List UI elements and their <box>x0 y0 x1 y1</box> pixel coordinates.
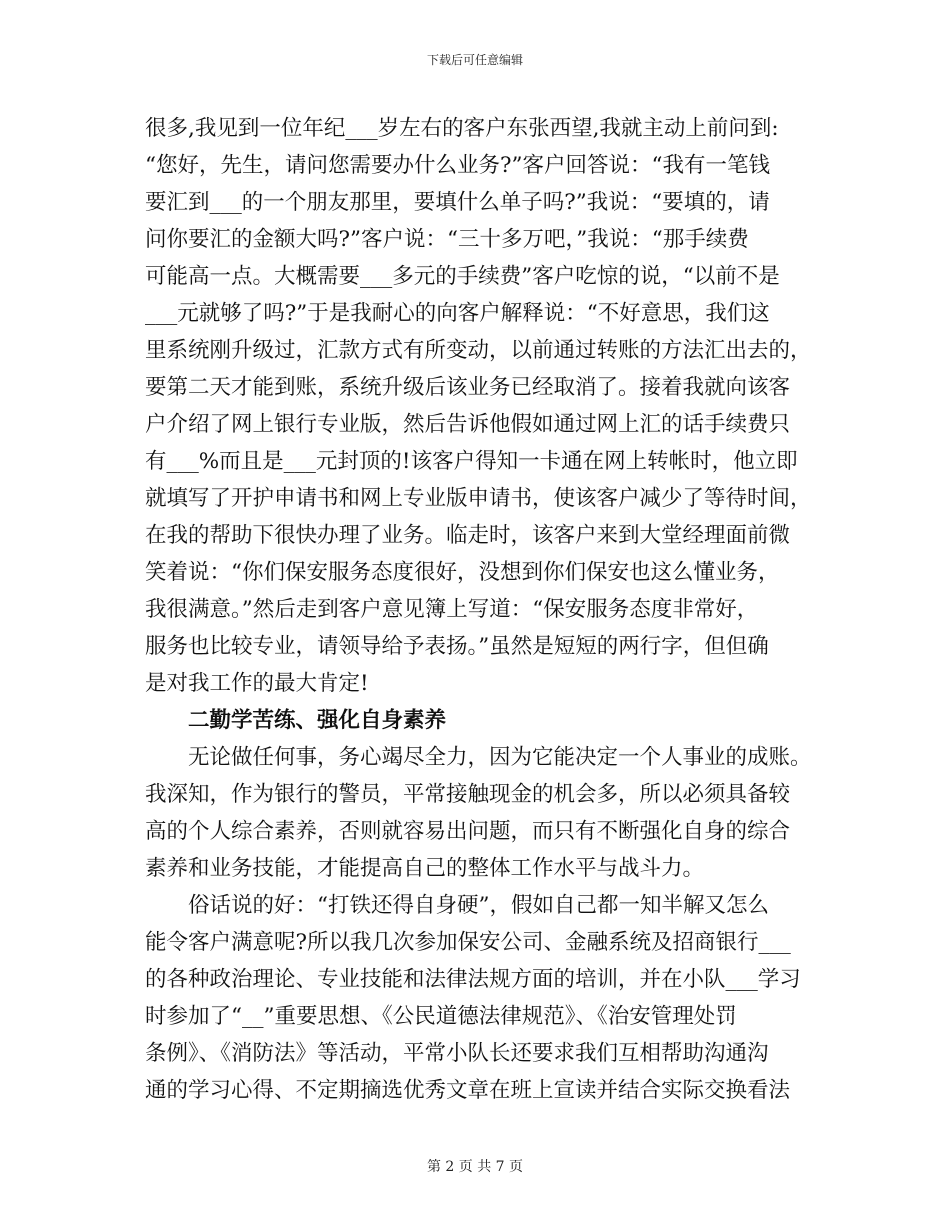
text-line: 的各种政治理论、专业技能和法律法规方面的培训，并在小队___学习 <box>145 967 801 992</box>
text-line: 在我的帮助下很快办理了业务。临走时，该客户来到大堂经理面前微 <box>145 523 791 548</box>
text-line: 有___%而且是___元封顶的!该客户得知一卡通在网上转帐时，他立即 <box>145 449 798 474</box>
text-line: 我深知，作为银行的警员，平常接触现金的机会多，所以必须具备较 <box>145 782 791 807</box>
text-line: ___元就够了吗?”于是我耐心的向客户解释说：“不好意思，我们这 <box>145 301 770 326</box>
page-header: 下载后可任意编辑 <box>426 53 523 67</box>
text-line: 素养和业务技能，才能提高自己的整体工作水平与战斗力。 <box>145 856 705 881</box>
text-line: 很多,我见到一位年纪___岁左右的客户东张西望,我就主动上前问到: <box>145 116 779 141</box>
text-line: 条例》、《消防法》等活动，平常小队长还要求我们互相帮助沟通沟 <box>145 1041 769 1066</box>
text-line: 要第二天才能到账，系统升级后该业务已经取消了。接着我就向该客 <box>145 375 791 400</box>
text-line: 我很满意。”然后走到客户意见簿上写道：“保安服务态度非常好， <box>145 597 759 622</box>
text-line: 高的个人综合素养，否则就容易出问题，而只有不断强化自身的综合 <box>145 819 791 844</box>
text-line: 笑着说：“你们保安服务态度很好，没想到你们保安也这么懂业务， <box>145 560 780 585</box>
text-line: 通的学习心得、不定期摘选优秀文章在班上宣读并结合实际交换看法 <box>145 1078 791 1103</box>
section-heading: 二勤学苦练、强化自身素养 <box>188 708 447 733</box>
text-line: 能令客户满意呢?所以我几次参加保安公司、金融系统及招商银行___ <box>145 930 791 955</box>
text-line: 就填写了开护申请书和网上专业版申请书，使该客户减少了等待时间， <box>145 486 812 511</box>
page-footer: 第 2 页 共 7 页 <box>426 1159 524 1175</box>
text-line: 是对我工作的最大肯定! <box>145 671 369 696</box>
text-line: 可能高一点。大概需要___多元的手续费”客户吃惊的说，“以前不是 <box>145 264 780 289</box>
text-line: 要汇到___的一个朋友那里，要填什么单子吗?”我说：“要填的，请 <box>145 190 770 215</box>
document-body <box>145 110 810 1109</box>
paragraph-first-line: 无论做任何事，务心竭尽全力，因为它能决定一个人事业的成账。 <box>188 745 812 770</box>
paragraph-first-line: 俗话说的好：“打铁还得自身硬”，假如自己都一知半解又怎么 <box>188 893 769 918</box>
text-line: “您好，先生，请问您需要办什么业务?”客户回答说：“我有一笔钱 <box>145 153 771 178</box>
text-line: 户介绍了网上银行专业版，然后告诉他假如通过网上汇的话手续费只 <box>145 412 791 437</box>
text-line: 里系统刚升级过，汇款方式有所变动，以前通过转账的方法汇出去的， <box>145 338 812 363</box>
text-line: 问你要汇的金额大吗?”客户说：“三十多万吧，”我说：“那手续费 <box>145 227 749 252</box>
text-line: 时参加了“__”重要思想、《公民道德法律规范》、《治安管理处罚 <box>145 1004 737 1029</box>
text-line: 服务也比较专业，请领导给予表扬。”虽然是短短的两行字，但但确 <box>145 634 769 659</box>
